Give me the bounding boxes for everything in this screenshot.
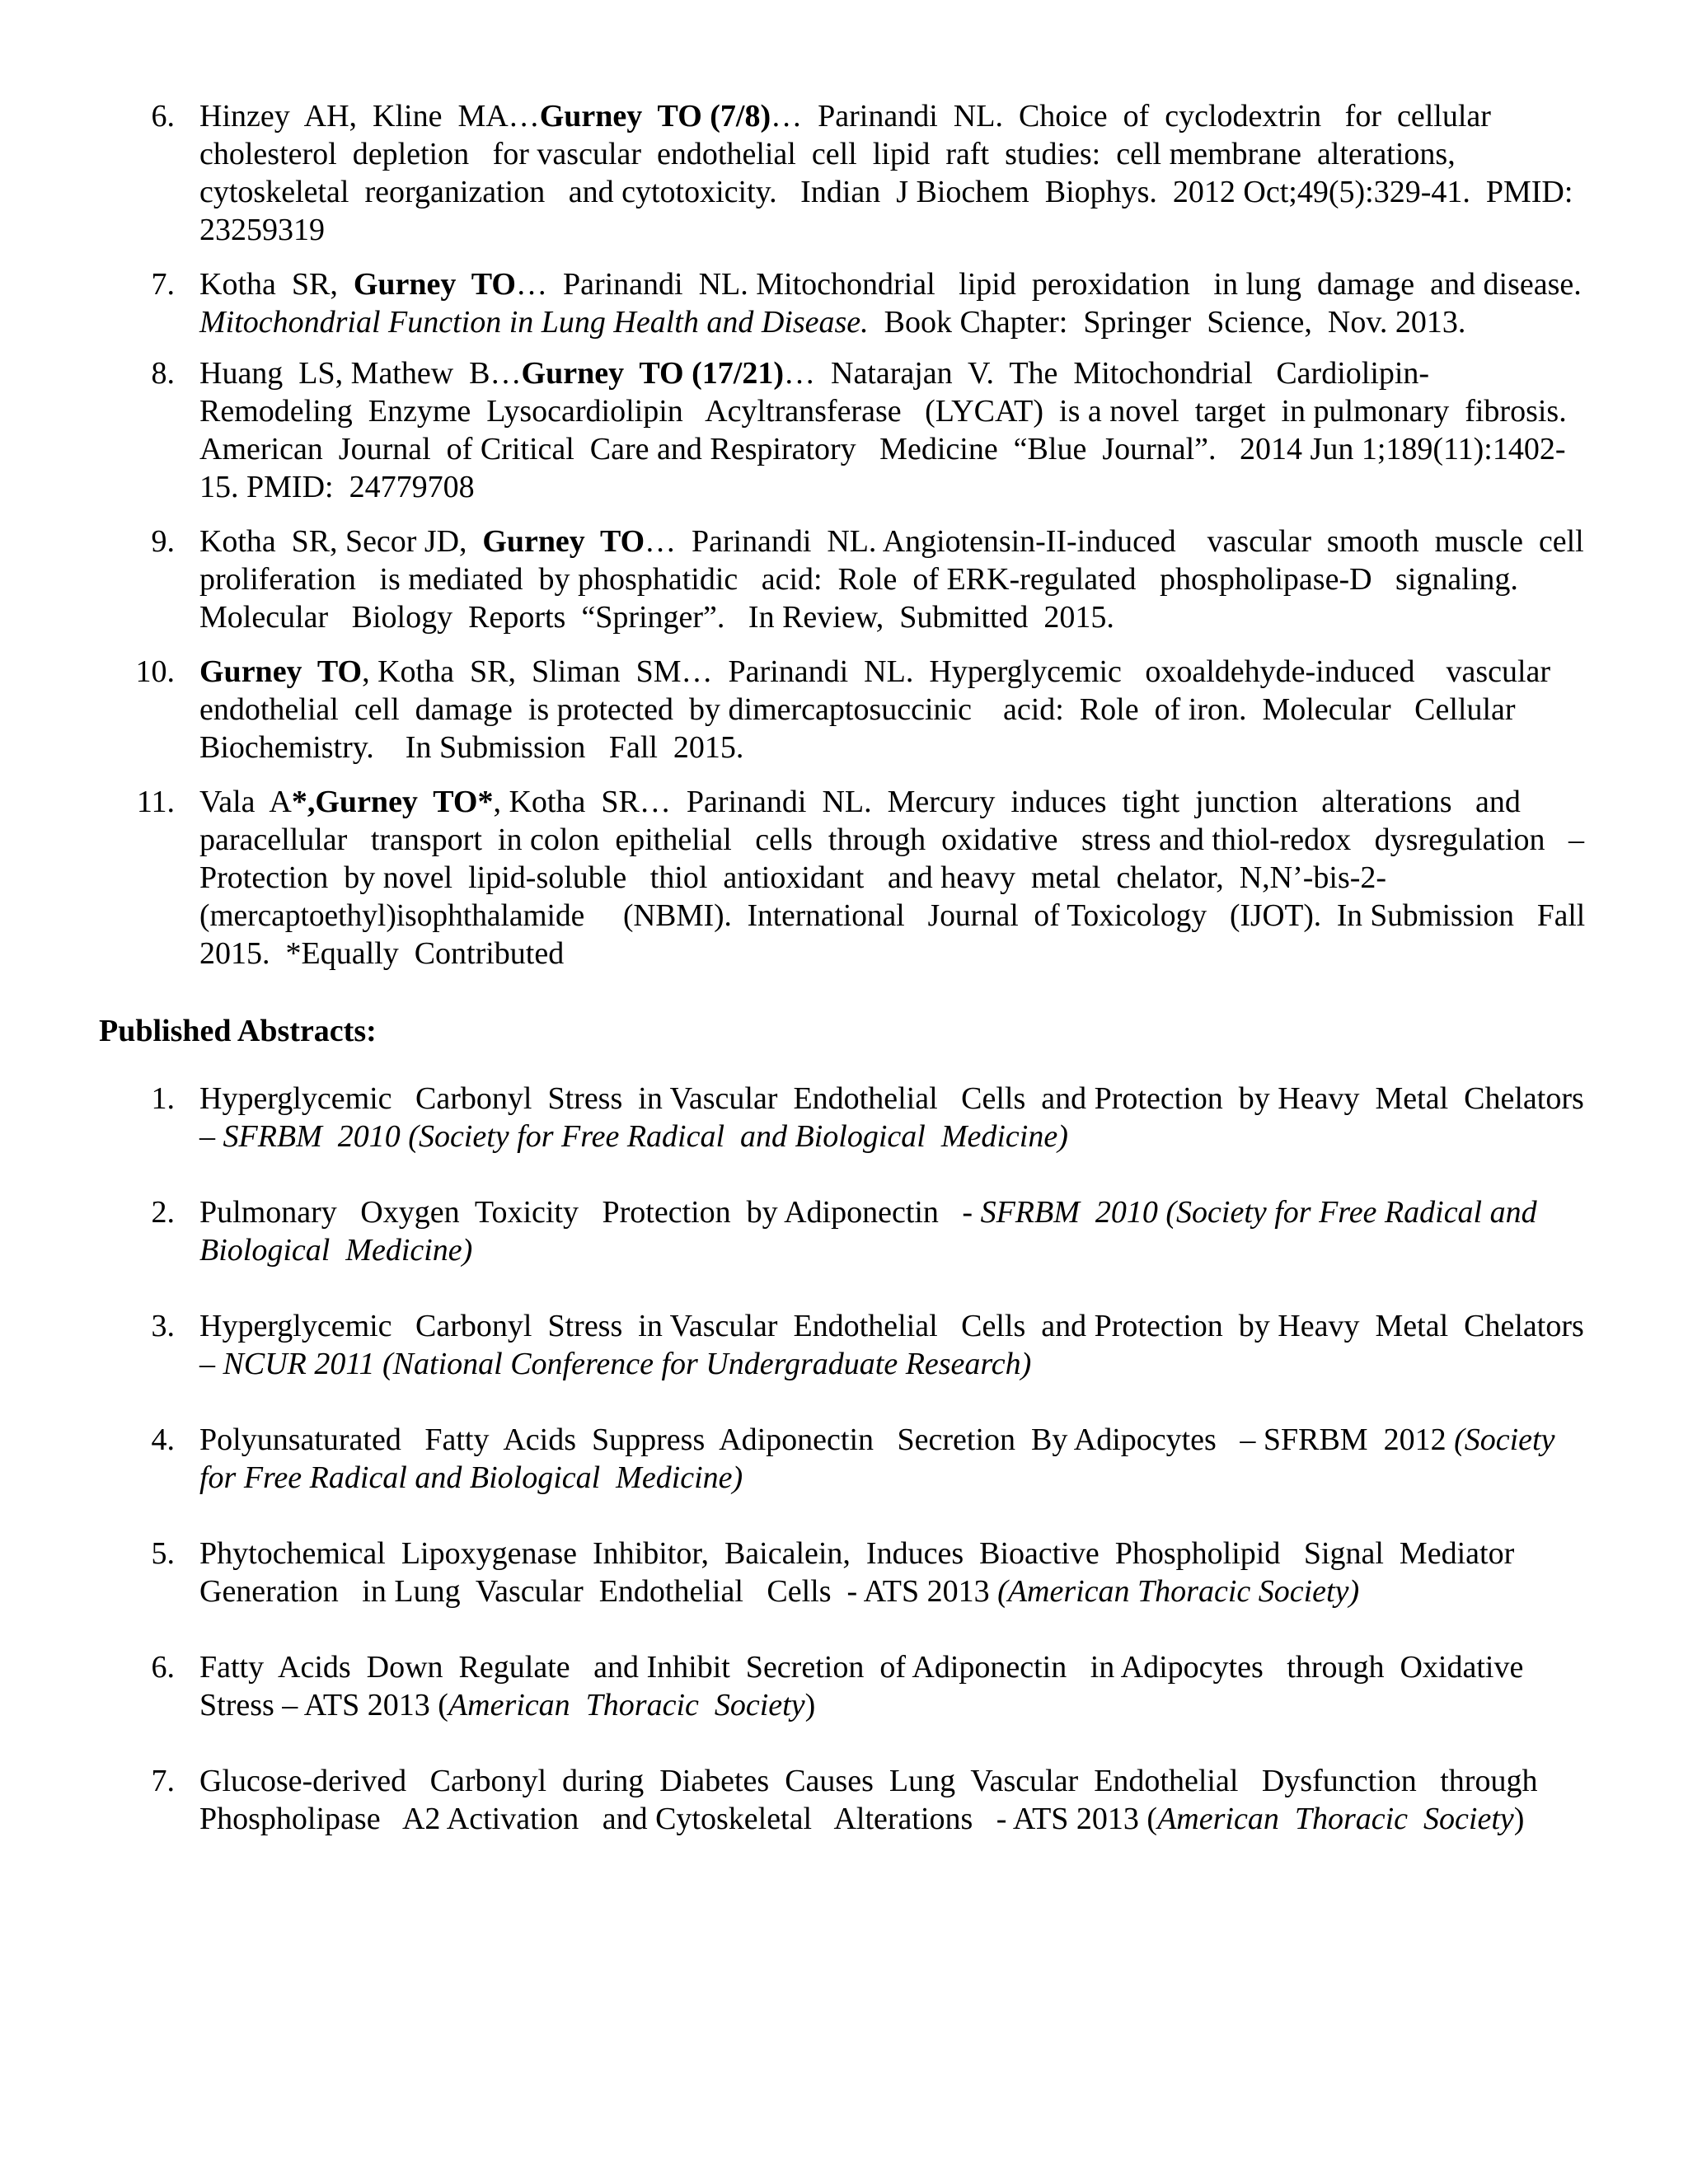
bold-author-text: Gurney TO — [353, 267, 516, 302]
bold-author-text: Gurney TO — [482, 524, 645, 559]
publication-line — [199, 523, 1582, 560]
text-segment: proliferation is mediated by phosphatidic acid: Role of ERK-regulated phospholipase-D signaling. — [199, 562, 1518, 597]
italic-text: American Thoracic Society — [448, 1688, 805, 1722]
publication-number: 7. — [151, 267, 175, 302]
text-segment: … Parinandi NL. Angiotensin-II-induced vascular smooth muscle cell — [645, 524, 1584, 559]
publication-number: 10. — [135, 654, 175, 689]
abstract-text — [199, 1535, 1584, 1610]
text-segment: cholesterol depletion for vascular endothelial cell lipid raft studies: cell membrane alterations, — [199, 137, 1456, 171]
text-segment: Pulmonary Oxygen Toxicity Protection by Adiponectin - — [199, 1195, 981, 1230]
abstract-line — [199, 1421, 1584, 1459]
abstract-line — [199, 1118, 1584, 1155]
publication-text — [199, 97, 1584, 249]
publication-line — [199, 211, 1584, 249]
abstract-text — [199, 1080, 1584, 1155]
abstract-number: 1. — [151, 1081, 175, 1116]
publication-text — [199, 265, 1584, 341]
abstract-line — [199, 1231, 1584, 1269]
publication-line — [199, 430, 1584, 468]
abstract-text — [199, 1762, 1584, 1838]
abstract-line — [199, 1193, 1584, 1231]
text-segment: Protection by novel lipid-soluble thiol antioxidant and heavy metal chelator, N,N’-bis-2- — [199, 860, 1387, 895]
italic-text: (Society — [1454, 1422, 1555, 1457]
text-segment: 15. PMID: 24779708 — [199, 470, 475, 504]
text-segment: Generation in Lung Vascular Endothelial Cells - ATS 2013 — [199, 1574, 998, 1609]
text-segment: Phospholipase A2 Activation and Cytoskeletal Alterations - ATS 2013 ( — [199, 1802, 1158, 1836]
text-segment: Book Chapter: Springer Science, Nov. 2013. — [868, 305, 1466, 340]
bold-author-text: *,Gurney TO* — [291, 785, 494, 819]
text-segment: Huang LS, Mathew B… — [199, 356, 522, 391]
publication-line — [199, 729, 1584, 766]
publication-line — [199, 392, 1584, 430]
publication-line — [199, 859, 1584, 897]
italic-text: Biological Medicine) — [199, 1233, 473, 1268]
abstract-text — [199, 1421, 1584, 1497]
publication-line — [199, 897, 1586, 935]
abstract-text — [199, 1648, 1584, 1724]
text-segment: Kotha SR, Secor JD, — [199, 524, 483, 559]
text-segment: Remodeling Enzyme Lysocardiolipin Acyltransferase (LYCAT) is a novel target in pulmonary fibrosis. — [199, 394, 1567, 429]
text-segment: cytoskeletal reorganization and cytotoxicity. Indian J Biochem Biophys. 2012 Oct;49(5):329-41. PMID: — [199, 175, 1573, 209]
abstract-line — [199, 1800, 1584, 1838]
publication-line — [199, 598, 1584, 636]
abstract-line — [199, 1345, 1584, 1383]
publication-number: 9. — [151, 524, 175, 559]
publication-line — [199, 783, 1584, 821]
bold-author-text: Gurney TO (7/8) — [539, 99, 771, 134]
abstract-line — [199, 1572, 1584, 1610]
publication-line — [199, 653, 1584, 691]
publication-line — [199, 691, 1584, 729]
italic-text: Mitochondrial Function in Lung Health and Disease. — [199, 305, 869, 340]
text-segment: … Parinandi NL. Mitochondrial lipid peroxidation in lung damage and disease. — [515, 267, 1582, 302]
text-segment: … Natarajan V. The Mitochondrial Cardiolipin- — [784, 356, 1430, 391]
publication-line — [199, 265, 1584, 303]
abstract-line — [199, 1535, 1584, 1572]
text-segment: Hyperglycemic Carbonyl Stress in Vascular Endothelial Cells and Protection by Heavy Metal Chelators — [199, 1309, 1584, 1343]
text-segment: Fatty Acids Down Regulate and Inhibit Secretion of Adiponectin in Adipocytes through Oxidative — [199, 1650, 1524, 1685]
publication-line — [199, 354, 1584, 392]
text-segment: … Parinandi NL. Choice of cyclodextrin for cellular — [771, 99, 1491, 134]
italic-text: for Free Radical and Biological Medicine) — [199, 1460, 743, 1495]
text-segment: Biochemistry. In Submission Fall 2015. — [199, 730, 744, 765]
publication-line — [199, 97, 1584, 135]
text-segment: Molecular Biology Reports “Springer”. In Review, Submitted 2015. — [199, 600, 1114, 635]
publication-number: 11. — [136, 785, 175, 819]
abstract-number: 7. — [151, 1764, 175, 1798]
text-segment: Kotha SR, — [199, 267, 354, 302]
italic-text: (American Thoracic Society) — [997, 1574, 1360, 1609]
text-segment: Phytochemical Lipoxygenase Inhibitor, Baicalein, Induces Bioactive Phospholipid Signal Mediator — [199, 1536, 1515, 1571]
publication-number: 6. — [151, 99, 175, 134]
bold-author-text: Gurney TO — [199, 654, 363, 689]
abstract-line — [199, 1648, 1584, 1686]
abstract-line — [199, 1459, 1584, 1497]
text-segment: Glucose-derived Carbonyl during Diabetes Causes Lung Vascular Endothelial Dysfunction through — [199, 1764, 1538, 1798]
bold-author-text: Gurney TO (17/21) — [521, 356, 784, 391]
abstract-number: 2. — [151, 1195, 175, 1230]
text-segment: Hyperglycemic Carbonyl Stress in Vascular Endothelial Cells and Protection by Heavy Metal Chelators — [199, 1081, 1584, 1116]
text-segment: ) — [804, 1688, 816, 1722]
abstract-number: 6. — [151, 1650, 175, 1685]
text-segment: Stress – ATS 2013 ( — [199, 1688, 448, 1722]
publication-line — [199, 468, 1584, 506]
publication-text — [199, 354, 1584, 506]
text-segment: , Kotha SR, Sliman SM… Parinandi NL. Hyperglycemic oxoaldehyde-induced vascular — [362, 654, 1551, 689]
italic-text: – SFRBM 2010 (Society for Free Radical and Biological Medicine) — [199, 1119, 1068, 1154]
publication-text — [199, 783, 1584, 972]
publication-text — [199, 653, 1584, 766]
abstract-text — [199, 1307, 1584, 1383]
text-segment: Vala A — [199, 785, 292, 819]
abstract-line — [199, 1762, 1584, 1800]
text-segment: endothelial cell damage is protected by dimercaptosuccinic acid: Role of iron. Molecular Cellular — [199, 692, 1516, 727]
text-segment: 2015. *Equally Contributed — [199, 936, 565, 971]
publication-line — [199, 303, 1584, 341]
publication-line — [199, 821, 1584, 859]
publication-line — [199, 935, 1584, 972]
abstract-number: 3. — [151, 1309, 175, 1343]
publication-text — [199, 523, 1584, 636]
text-segment: (mercaptoethyl)isophthalamide (NBMI). International Journal of Toxicology (IJOT). In Submission Fall — [199, 898, 1586, 933]
text-segment: American Journal of Critical Care and Respiratory Medicine “Blue Journal”. 2014 Jun 1;189(11):1402- — [199, 432, 1566, 466]
text-segment: ) — [1513, 1802, 1525, 1836]
text-segment: , Kotha SR… Parinandi NL. Mercury induces tight junction alterations and — [493, 785, 1521, 819]
abstract-number: 4. — [151, 1422, 175, 1457]
publication-line — [199, 135, 1584, 173]
abstract-line — [199, 1307, 1584, 1345]
abstract-number: 5. — [151, 1536, 175, 1571]
text-segment: Hinzey AH, Kline MA… — [199, 99, 540, 134]
abstract-line — [199, 1080, 1584, 1118]
text-segment: paracellular transport in colon epithelial cells through oxidative stress and thiol-redox dysregulation – — [199, 823, 1585, 857]
publication-line — [199, 173, 1584, 211]
abstract-text — [199, 1193, 1584, 1269]
text-segment: 23259319 — [199, 213, 325, 247]
italic-text: American Thoracic Society — [1157, 1802, 1514, 1836]
italic-text: – NCUR 2011 (National Conference for Undergraduate Research) — [199, 1347, 1032, 1381]
abstract-line — [199, 1686, 1584, 1724]
italic-text: SFRBM 2010 (Society for Free Radical and — [980, 1195, 1537, 1230]
publication-line — [199, 560, 1584, 598]
abstracts-heading: Published Abstracts: — [99, 1014, 377, 1048]
text-segment: Polyunsaturated Fatty Acids Suppress Adiponectin Secretion By Adipocytes – SFRBM 2012 — [199, 1422, 1455, 1457]
publication-number: 8. — [151, 356, 175, 391]
